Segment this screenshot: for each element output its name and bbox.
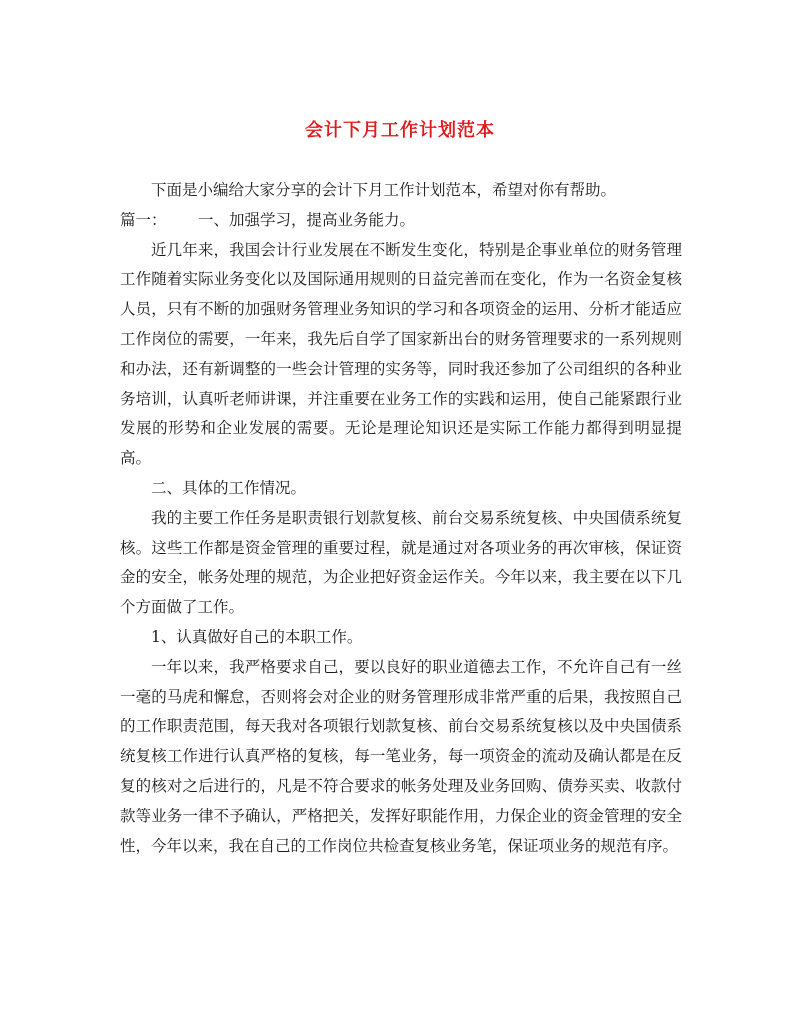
- body-paragraph-2: 我的主要工作任务是职责银行划款复核、前台交易系统复核、中央国债系统复核。这些工作都是资金管理的重要过程，就是通过对各项业务的再次审核，保证资金的安全，帐务处理的规范，为企业把好资金运作关。今年以来，我主要在以下几个方面做了工作。: [120, 508, 682, 617]
- section-heading-2: 二、具体的工作情况。: [151, 478, 307, 497]
- body-paragraph-3: 一年以来，我严格要求自己，要以良好的职业道德去工作，不允许自己有一丝一毫的马虎和懈怠，否则将会对企业的财务管理形成非常严重的后果，我按照自己的工作职责范围，每天我对各项银行划款复核、前台交易系统复核以及中央国债系统复核工作进行认真严格的复核，每一笔业务，每一项资金的流动及确认都是在反复的核对之后进行的，凡是不符合要求的帐务处理及业务回购、债券买卖、收款付款等业务一律不予确认，严格把关，发挥好职能作用，力保企业的资金管理的安全性，今年以来，我在自己的工作岗位共检查复核业务笔，保证项业务的规范有序。: [120, 657, 682, 855]
- intro-paragraph: 下面是小编给大家分享的会计下月工作计划范本，希望对你有帮助。: [151, 181, 617, 199]
- document-body: [120, 176, 682, 861]
- body-paragraph-1: 近几年来，我国会计行业发展在不断发生变化，特别是企事业单位的财务管理工作随着实际业务变化以及国际通用规则的日益完善而在变化，作为一名资金复核人员，只有不断的加强财务管理业务知识的学习和各项资金的运用、分析才能适应工作岗位的需要，一年来，我先后自学了国家新出台的财务管理要求的一系列规则和办法，还有新调整的一些会计管理的实务等，同时我还参加了公司组织的各种业务培训，认真听老师讲课，并注重要在业务工作的实践和运用，使自己能紧跟行业发展的形势和企业发展的需要。无论是理论知识还是实际工作能力都得到明显提高。: [120, 240, 682, 468]
- section-heading: 一、加强学习，提高业务能力。: [198, 210, 416, 229]
- section-label: 篇一：: [120, 210, 167, 229]
- document-title: 会计下月工作计划范本: [305, 120, 495, 141]
- section-heading-3: 1、认真做好自己的本职工作。: [151, 627, 363, 646]
- section-line: [120, 206, 682, 236]
